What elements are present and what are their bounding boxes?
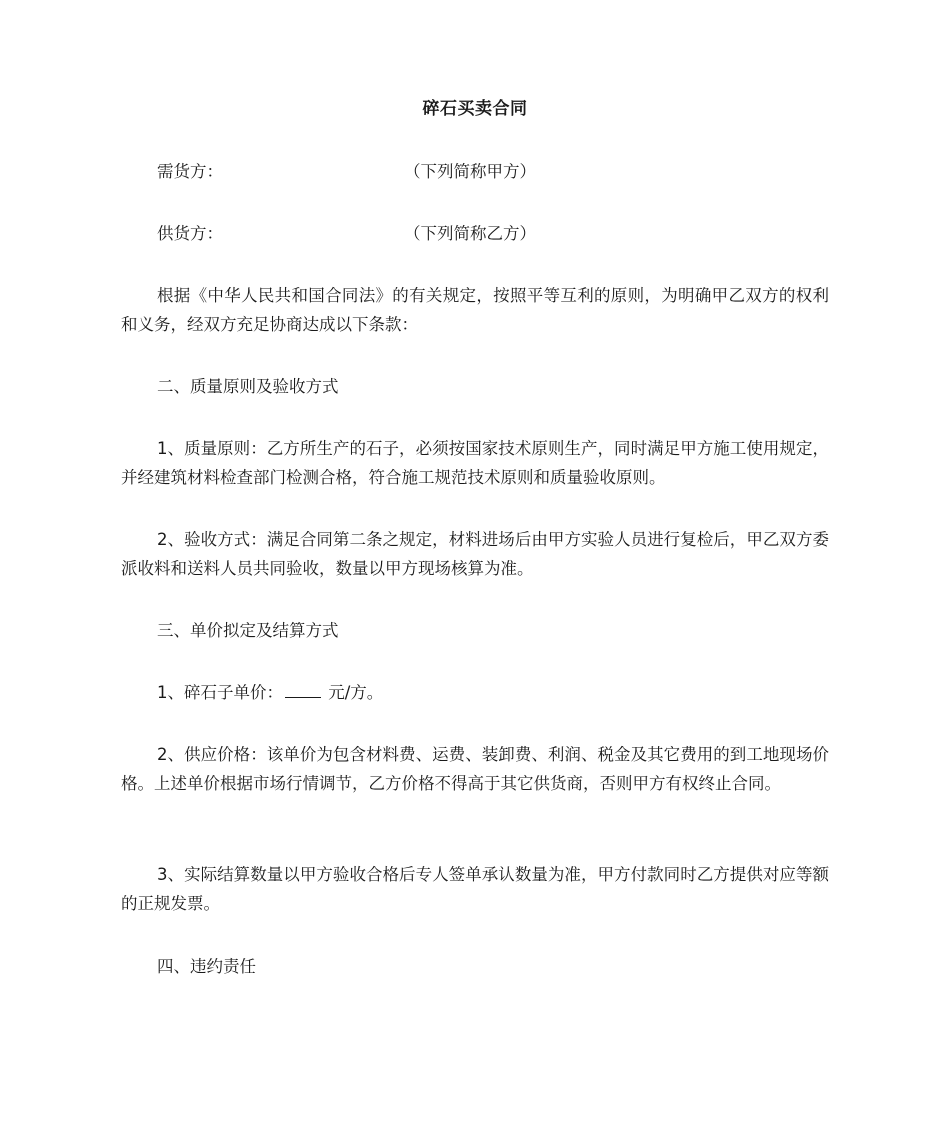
document-title: 碎石买卖合同: [422, 99, 528, 119]
preamble-paragraph: 根据《中华人民共和国合同法》的有关规定，按照平等互利的原则，为明确甲乙双方的权利和义务，经双方充足协商达成以下条款：: [121, 286, 829, 334]
seller-label: 供货方：: [157, 224, 223, 243]
unit-price-unit: 元/方。: [328, 683, 384, 702]
section3-item1: [121, 678, 829, 707]
section3-heading: 三、单价拟定及结算方式: [157, 621, 339, 640]
section2-item1: 1、质量原则：乙方所生产的石子，必须按国家技术原则生产，同时满足甲方施工使用规定，并经建筑材料检查部门检测合格，符合施工规范技术原则和质量验收原则。: [121, 439, 829, 487]
seller-note: （下列简称乙方）: [404, 224, 536, 243]
section2-item2: 2、验收方式：满足合同第二条之规定，材料进场后由甲方实验人员进行复检后，甲乙双方委派收料和送料人员共同验收，数量以甲方现场核算为准。: [121, 530, 829, 578]
buyer-note: （下列简称甲方）: [404, 162, 536, 181]
buyer-line: [157, 160, 536, 184]
section3-item3: 3、实际结算数量以甲方验收合格后专人签单承认数量为准，甲方付款同时乙方提供对应等额的正规发票。: [121, 865, 829, 913]
section4-heading: 四、违约责任: [157, 957, 256, 976]
seller-line: [157, 222, 536, 246]
section3-item2: 2、供应价格：该单价为包含材料费、运费、装卸费、利润、税金及其它费用的到工地现场价格。上述单价根据市场行情调节，乙方价格不得高于其它供货商，否则甲方有权终止合同。: [121, 745, 829, 793]
buyer-label: 需货方：: [157, 162, 223, 181]
section2-heading: 二、质量原则及验收方式: [157, 377, 339, 396]
unit-price-blank: [285, 683, 321, 698]
unit-price-label: 1、碎石子单价：: [157, 683, 283, 702]
